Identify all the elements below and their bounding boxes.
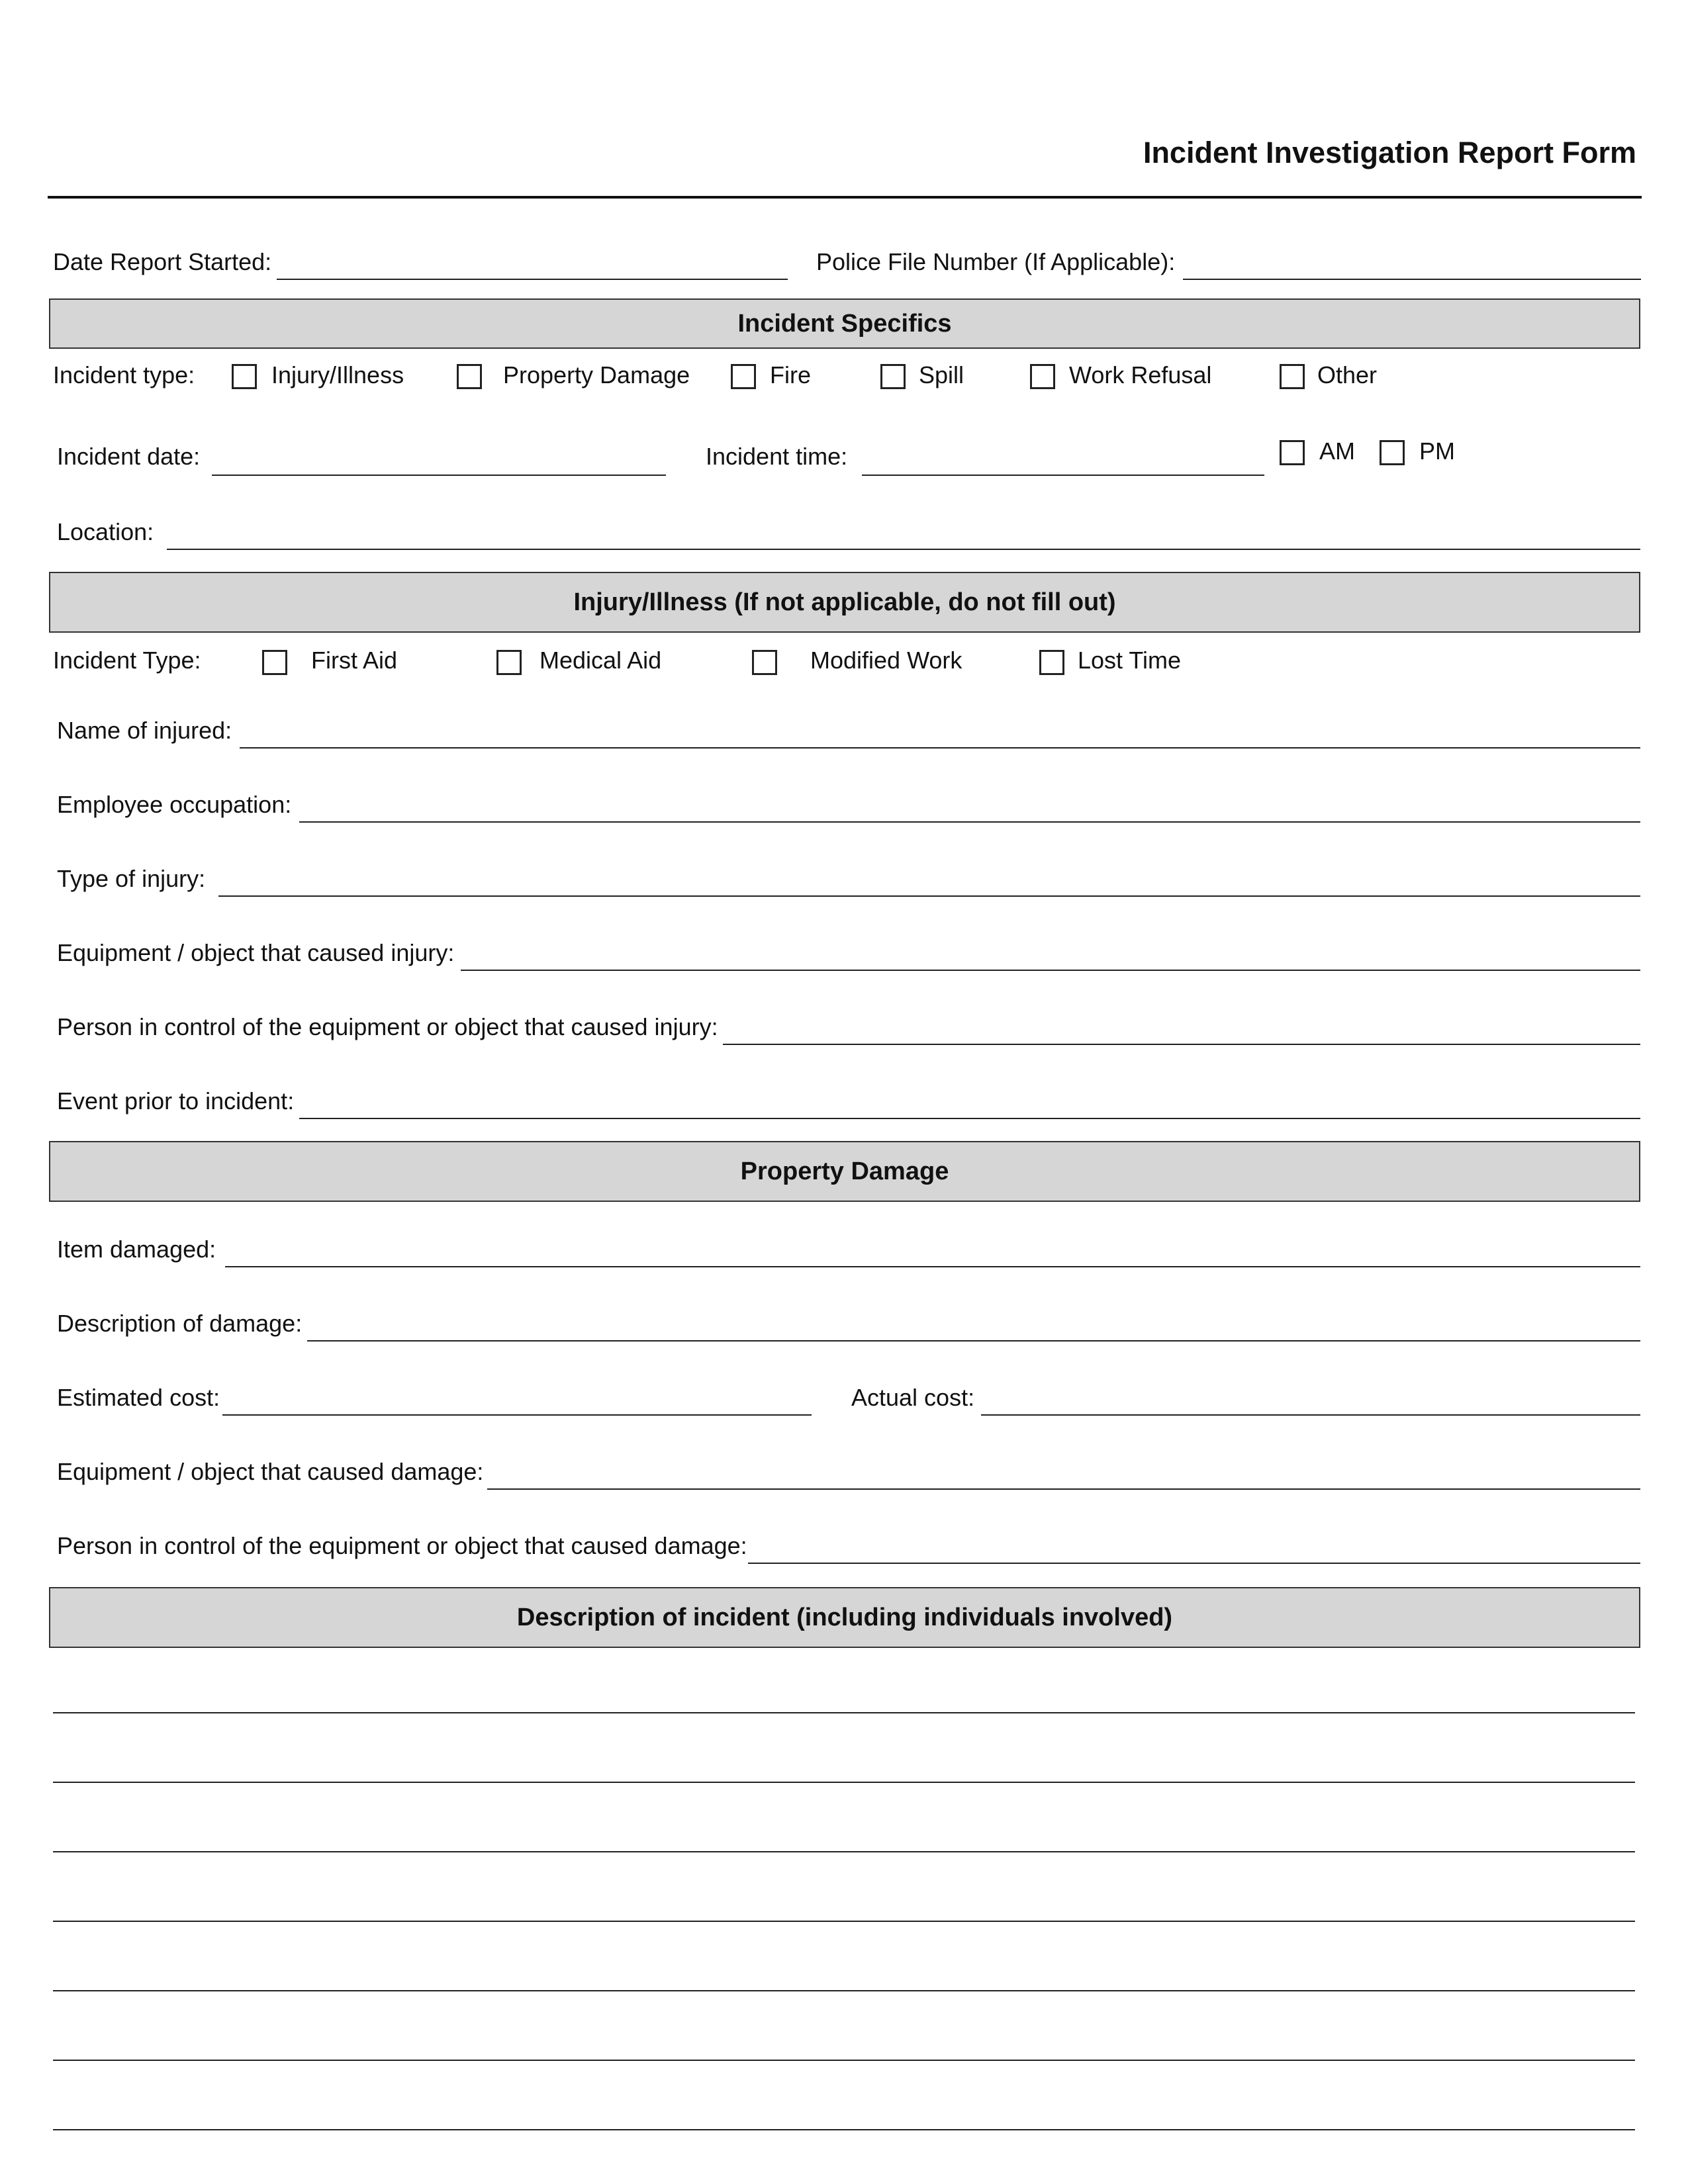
name-of-injured-label: Name of injured: [57,717,232,744]
incident-time-field[interactable] [862,475,1264,476]
item-damaged-field[interactable] [225,1266,1640,1267]
name-of-injured-field[interactable] [240,747,1640,749]
pm-checkbox[interactable] [1380,440,1405,465]
date-started-label: Date Report Started: [53,248,272,275]
lost-time-option: Lost Time [1078,647,1182,674]
spill-option: Spill [919,361,964,388]
fire-checkbox[interactable] [731,364,756,389]
pm-label: PM [1419,437,1455,465]
injury-person-in-control-field[interactable] [723,1044,1640,1045]
employee-occupation-label: Employee occupation: [57,791,292,818]
description-line[interactable] [53,2060,1635,2061]
item-damaged-label: Item damaged: [57,1236,216,1263]
incident-date-field[interactable] [212,475,666,476]
damage-equipment-field[interactable] [487,1488,1640,1490]
section-incident-description: Description of incident (including individuals involved) [49,1587,1640,1648]
estimated-cost-label: Estimated cost: [57,1384,220,1411]
modified-work-checkbox[interactable] [752,650,777,675]
type-of-injury-field[interactable] [218,895,1640,897]
work-refusal-option: Work Refusal [1069,361,1212,388]
other-checkbox[interactable] [1280,364,1305,389]
damage-description-label: Description of damage: [57,1310,303,1337]
incident-date-label: Incident date: [57,443,201,470]
estimated-cost-field[interactable] [222,1414,812,1416]
event-prior-label: Event prior to incident: [57,1087,295,1115]
injury-type-label: Incident Type: [53,647,201,674]
description-line[interactable] [53,1990,1635,1991]
work-refusal-checkbox[interactable] [1030,364,1055,389]
description-line[interactable] [53,1712,1635,1713]
damage-person-in-control-label: Person in control of the equipment or object that caused damage: [57,1532,747,1559]
section-incident-specifics: Incident Specifics [49,298,1640,349]
location-field[interactable] [167,549,1640,550]
property-damage-checkbox[interactable] [457,364,482,389]
damage-person-in-control-field[interactable] [748,1563,1640,1564]
section-injury-illness: Injury/Illness (If not applicable, do not fill out) [49,572,1640,633]
incident-time-label: Incident time: [706,443,848,470]
medical-aid-option: Medical Aid [539,647,662,674]
date-started-field[interactable] [277,279,788,280]
police-file-field[interactable] [1183,279,1641,280]
police-file-label: Police File Number (If Applicable): [816,248,1176,275]
am-label: AM [1319,437,1355,465]
description-line[interactable] [53,1921,1635,1922]
form-title: Incident Investigation Report Form [1143,136,1636,169]
injury-equipment-label: Equipment / object that caused injury: [57,939,455,966]
actual-cost-label: Actual cost: [851,1384,975,1411]
injury-equipment-field[interactable] [461,970,1640,971]
first-aid-checkbox[interactable] [262,650,287,675]
description-line[interactable] [53,1851,1635,1852]
employee-occupation-field[interactable] [299,821,1640,823]
modified-work-option: Modified Work [810,647,962,674]
first-aid-option: First Aid [311,647,398,674]
actual-cost-field[interactable] [981,1414,1640,1416]
incident-type-label: Incident type: [53,361,195,388]
title-rule [48,196,1642,199]
medical-aid-checkbox[interactable] [496,650,522,675]
event-prior-field[interactable] [299,1118,1640,1119]
fire-option: Fire [770,361,811,388]
other-option: Other [1317,361,1378,388]
property-damage-option: Property Damage [503,361,690,388]
am-checkbox[interactable] [1280,440,1305,465]
description-line[interactable] [53,2129,1635,2130]
injury-illness-checkbox[interactable] [232,364,257,389]
injury-illness-option: Injury/Illness [271,361,404,388]
spill-checkbox[interactable] [880,364,906,389]
lost-time-checkbox[interactable] [1039,650,1064,675]
damage-equipment-label: Equipment / object that caused damage: [57,1458,484,1485]
type-of-injury-label: Type of injury: [57,865,206,892]
description-line[interactable] [53,1782,1635,1783]
injury-person-in-control-label: Person in control of the equipment or object that caused injury: [57,1013,718,1040]
section-property-damage: Property Damage [49,1141,1640,1202]
location-label: Location: [57,518,154,545]
damage-description-field[interactable] [307,1340,1640,1342]
